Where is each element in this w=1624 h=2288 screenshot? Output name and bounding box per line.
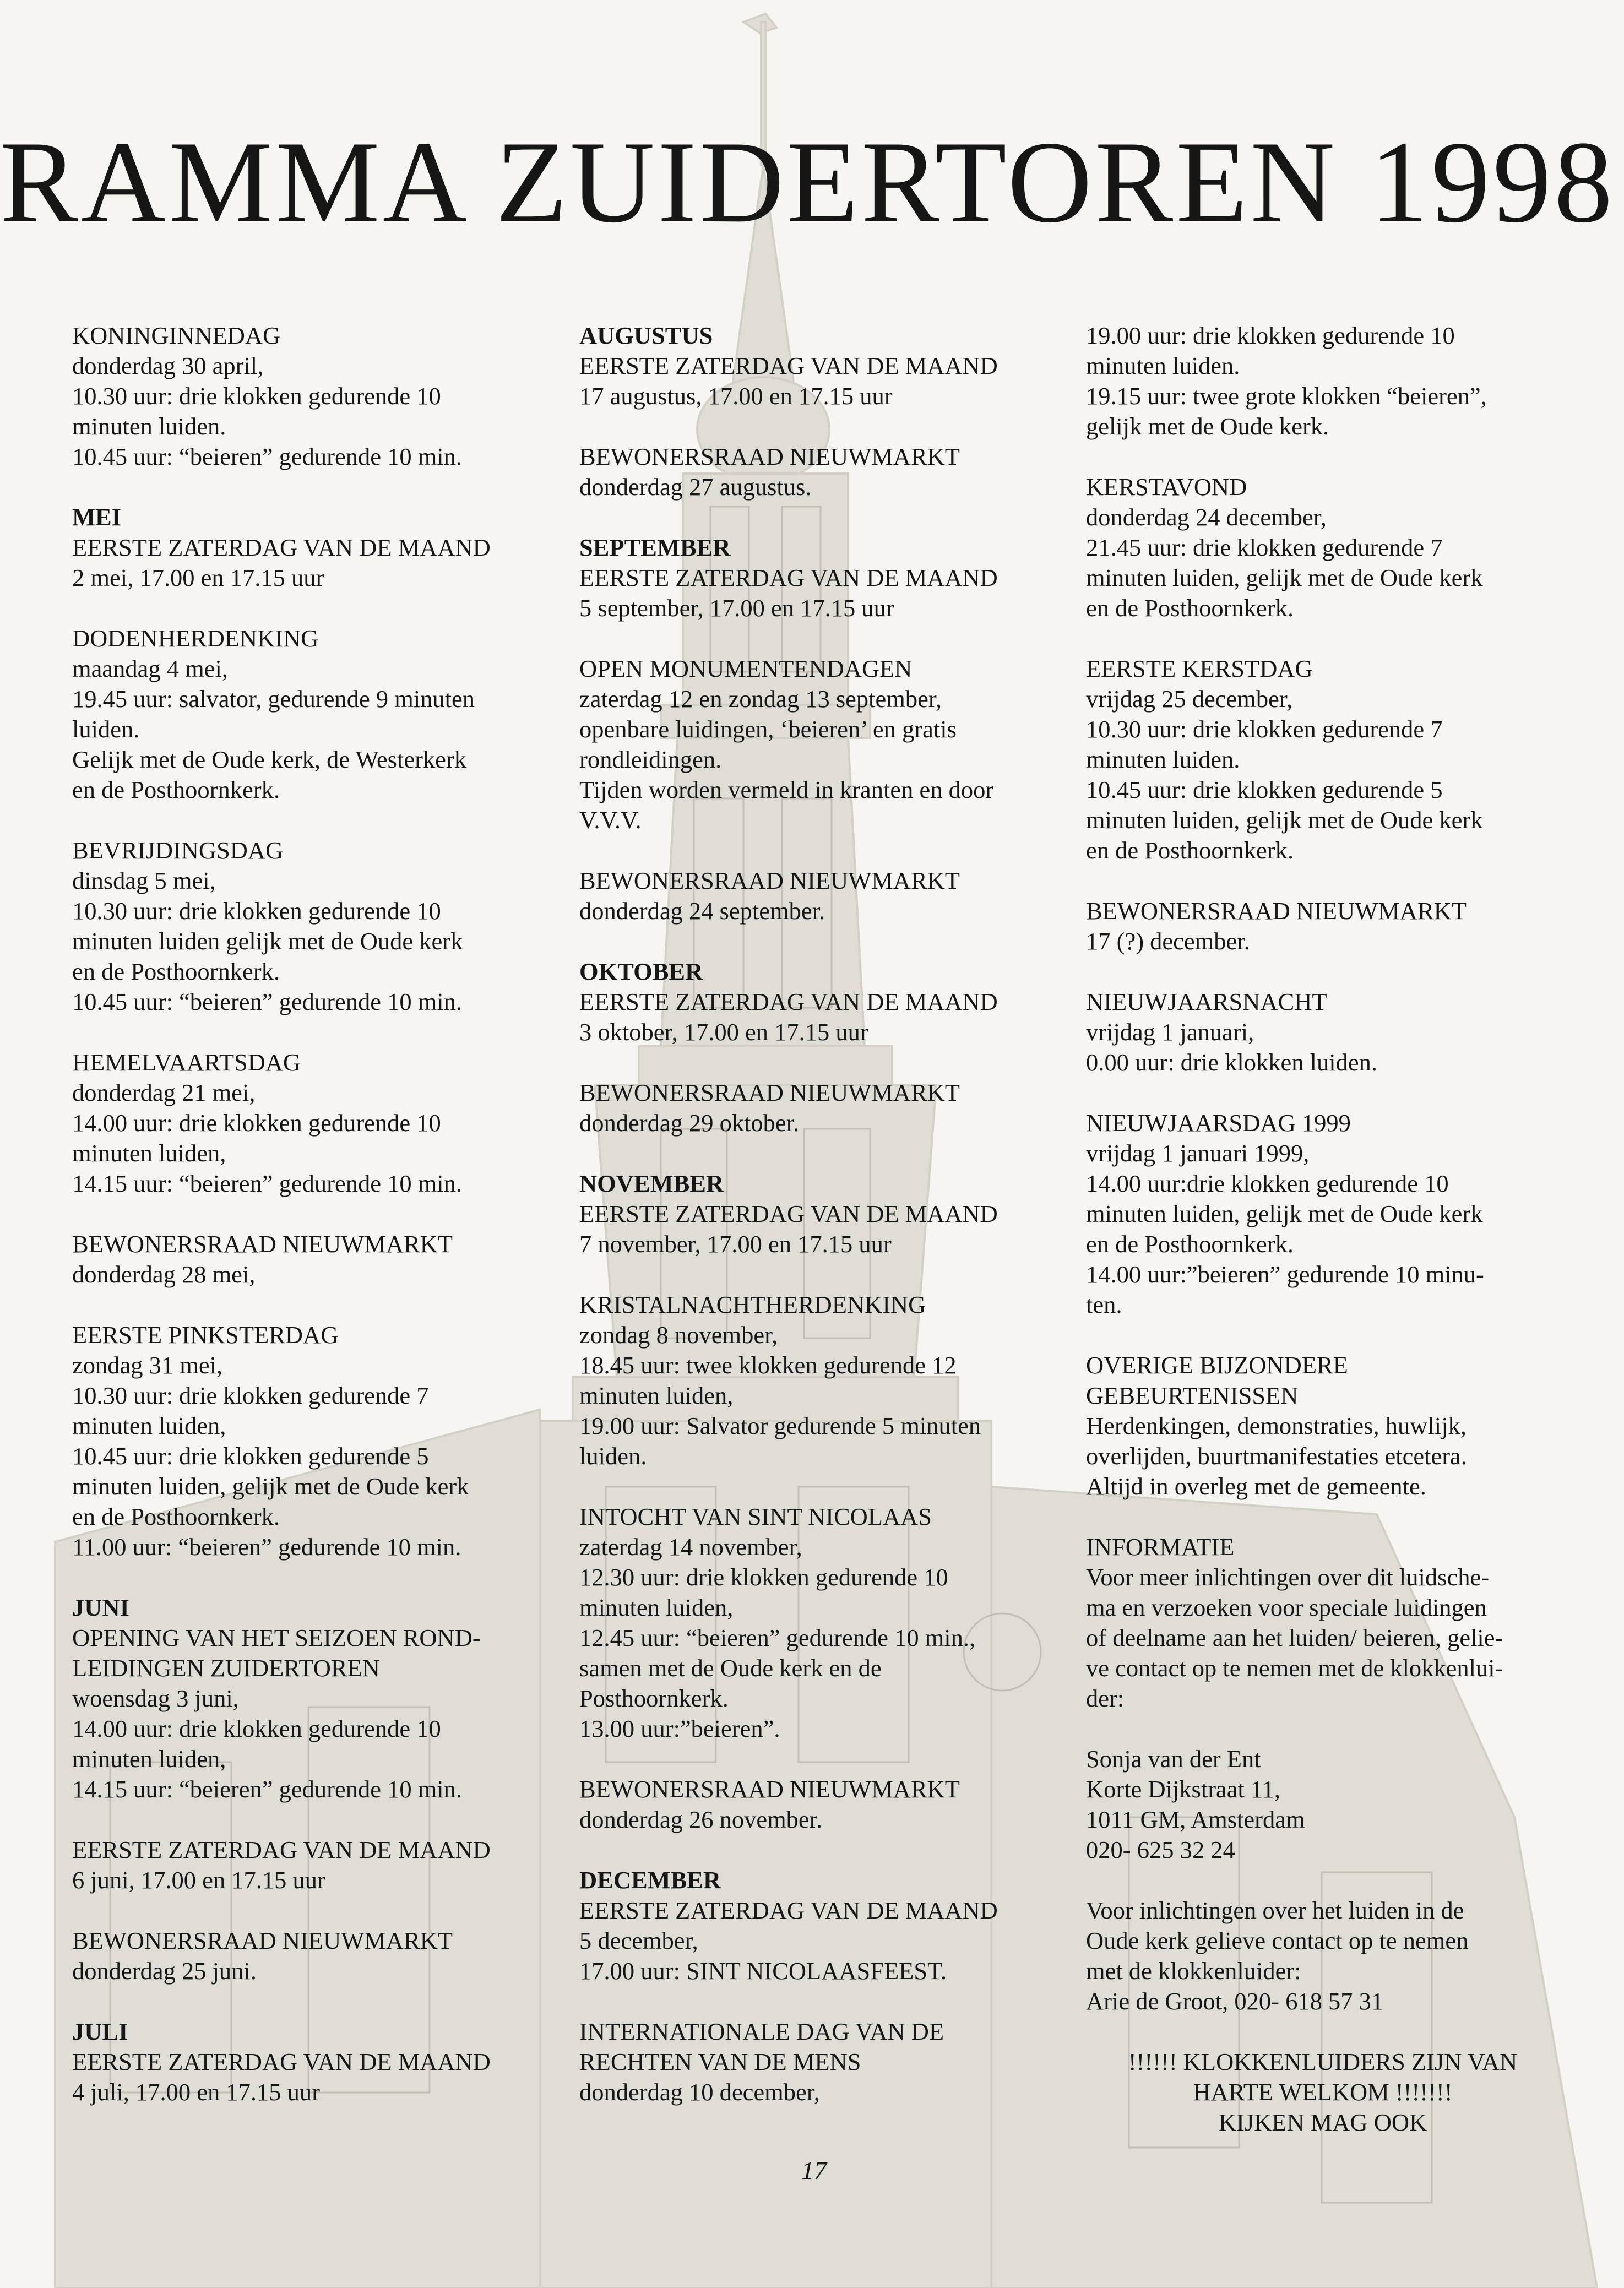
schedule-entry [1086, 1350, 1582, 1502]
entry-title: OVERIGE BIJZONDERE [1086, 1351, 1348, 1379]
entry-title: AUGUSTUS [579, 322, 713, 349]
entry-line: 17 augustus, 17.00 en 17.15 uur [579, 382, 893, 410]
entry-line: minuten luiden gelijk met de Oude kerk [72, 927, 463, 955]
entry-line: EERSTE ZATERDAG VAN DE MAAND [72, 534, 491, 561]
schedule-entry [1086, 1108, 1582, 1320]
entry-line: samen met de Oude kerk en de [579, 1654, 882, 1682]
entry-line: minuten luiden. [1086, 352, 1240, 379]
entry-line: OPENING VAN HET SEIZOEN ROND- [72, 1624, 481, 1651]
entry-line: 14.00 uur: drie klokken gedurende 10 [72, 1715, 441, 1742]
entry-line: Oude kerk gelieve contact op te nemen [1086, 1927, 1469, 1954]
entry-line: 10.30 uur: drie klokken gedurende 10 [72, 897, 441, 925]
entry-title: OKTOBER [579, 958, 703, 985]
entry-title: BEVRIJDINGSDAG [72, 836, 284, 864]
schedule-entry [1086, 1744, 1582, 1865]
entry-line: donderdag 25 juni. [72, 1957, 257, 1985]
schedule-entry [72, 1926, 568, 1986]
entry-line: en de Posthoornkerk. [1086, 594, 1294, 622]
entry-title: BEWONERSRAAD NIEUWMARKT [72, 1927, 453, 1954]
entry-line: Korte Dijkstraat 11, [1086, 1775, 1281, 1803]
entry-line: vrijdag 1 januari, [1086, 1018, 1254, 1046]
schedule-entry [579, 1865, 1075, 1986]
entry-line: luiden. [579, 1442, 647, 1470]
entry-title: MEI [72, 503, 121, 531]
entry-title: HEMELVAARTSDAG [72, 1048, 301, 1076]
entry-line: 10.45 uur: “beieren” gedurende 10 min. [72, 443, 463, 470]
entry-title: BEWONERSRAAD NIEUWMARKT [1086, 897, 1467, 925]
entry-line: Posthoornkerk. [579, 1684, 729, 1712]
entry-line: gelijk met de Oude kerk. [1086, 412, 1329, 440]
entry-title: SEPTEMBER [579, 534, 731, 561]
schedule-entry [579, 654, 1075, 835]
entry-title: NIEUWJAARSDAG 1999 [1086, 1109, 1351, 1137]
schedule-entry [579, 1078, 1075, 1138]
schedule-entry [1086, 987, 1582, 1078]
entry-line: EERSTE ZATERDAG VAN DE MAAND [579, 1200, 998, 1227]
entry-line: EERSTE ZATERDAG VAN DE MAAND [579, 564, 998, 591]
entry-line: overlijden, buurtmanifestaties etcetera. [1086, 1442, 1467, 1470]
entry-line: 12.45 uur: “beieren” gedurende 10 min., [579, 1624, 976, 1651]
entry-line: 17 (?) december. [1086, 927, 1250, 955]
entry-line: 5 september, 17.00 en 17.15 uur [579, 594, 894, 622]
entry-title: JULI [72, 2018, 128, 2045]
schedule-entry [1086, 896, 1582, 956]
entry-line: luiden. [72, 715, 140, 743]
entry-line: en de Posthoornkerk. [72, 1503, 280, 1530]
entry-title: KRISTALNACHTHERDENKING [579, 1291, 926, 1318]
schedule-entry [579, 1774, 1075, 1835]
schedule-entry [1086, 1532, 1582, 1714]
entry-line: woensdag 3 juni, [72, 1684, 239, 1712]
entry-line: V.V.V. [579, 806, 642, 834]
schedule-entry [72, 835, 568, 1017]
schedule-entry [1086, 1895, 1582, 2017]
entry-line: minuten luiden, gelijk met de Oude kerk [1086, 1200, 1483, 1227]
entry-line: minuten luiden, gelijk met de Oude kerk [1086, 564, 1483, 591]
entry-line: 14.00 uur:drie klokken gedurende 10 [1086, 1170, 1449, 1197]
schedule-column-1 [72, 320, 568, 2138]
schedule-entry [579, 1502, 1075, 1744]
schedule-entry [1086, 654, 1582, 866]
schedule-entry [579, 2017, 1075, 2107]
entry-line: 21.45 uur: drie klokken gedurende 7 [1086, 534, 1443, 561]
entry-line: 020- 625 32 24 [1086, 1836, 1235, 1863]
entry-line: 19.15 uur: twee grote klokken “beieren”, [1086, 382, 1487, 410]
entry-line: 6 juni, 17.00 en 17.15 uur [72, 1866, 325, 1894]
entry-line: 3 oktober, 17.00 en 17.15 uur [579, 1018, 868, 1046]
entry-line: 11.00 uur: “beieren” gedurende 10 min. [72, 1533, 461, 1561]
entry-line: EERSTE ZATERDAG VAN DE MAAND [72, 2048, 491, 2075]
entry-line: 4 juli, 17.00 en 17.15 uur [72, 2078, 320, 2106]
entry-line: der: [1086, 1684, 1125, 1712]
entry-line: minuten luiden, gelijk met de Oude kerk [1086, 806, 1483, 834]
entry-line: ve contact op te nemen met de klokkenlui- [1086, 1654, 1503, 1682]
entry-line: openbare luidingen, ‘beieren’ en gratis [579, 715, 957, 743]
entry-line: 19.00 uur: drie klokken gedurende 10 [1086, 322, 1455, 349]
entry-title: KONINGINNEDAG [72, 322, 281, 349]
entry-line: en de Posthoornkerk. [72, 958, 280, 985]
entry-title: DECEMBER [579, 1866, 721, 1894]
entry-line: en de Posthoornkerk. [1086, 836, 1294, 864]
schedule-column-2 [579, 320, 1075, 2138]
entry-line: 10.30 uur: drie klokken gedurende 10 [72, 382, 441, 410]
page-title: RAMMA ZUIDERTOREN 1998 [0, 117, 1616, 247]
closing-message [1086, 2047, 1582, 2138]
entry-line: rondleidingen. [579, 746, 722, 773]
entry-line: 18.45 uur: twee klokken gedurende 12 [579, 1351, 957, 1379]
entry-line: of deelname aan het luiden/ beieren, gelie- [1086, 1624, 1503, 1651]
entry-line: Voor inlichtingen over het luiden in de [1086, 1896, 1464, 1924]
entry-line: vrijdag 1 januari 1999, [1086, 1139, 1310, 1167]
entry-line: zondag 31 mei, [72, 1351, 223, 1379]
entry-line: donderdag 27 augustus. [579, 473, 812, 501]
entry-line: EERSTE ZATERDAG VAN DE MAAND [579, 352, 998, 379]
entry-line: zaterdag 12 en zondag 13 september, [579, 685, 942, 713]
entry-line: LEIDINGEN ZUIDERTOREN [72, 1654, 380, 1682]
entry-title: BEWONERSRAAD NIEUWMARKT [579, 1079, 960, 1106]
schedule-entry [72, 2017, 568, 2107]
entry-line: vrijdag 25 december, [1086, 685, 1293, 713]
entry-line: 5 december, [579, 1927, 698, 1954]
schedule-entry [72, 623, 568, 805]
schedule-entry [72, 1047, 568, 1199]
entry-line: Arie de Groot, 020- 618 57 31 [1086, 1987, 1384, 2015]
entry-title: BEWONERSRAAD NIEUWMARKT [579, 1775, 960, 1803]
entry-line: RECHTEN VAN DE MENS [579, 2048, 861, 2075]
page-number: 17 [801, 2156, 827, 2184]
entry-line: donderdag 30 april, [72, 352, 264, 379]
entry-line: 14.15 uur: “beieren” gedurende 10 min. [72, 1170, 463, 1197]
schedule-entry [72, 1229, 568, 1290]
entry-title: INTERNATIONALE DAG VAN DE [579, 2018, 944, 2045]
entry-line: dinsdag 5 mei, [72, 867, 216, 894]
closing-line: HARTE WELKOM !!!!!!! [1193, 2078, 1453, 2106]
entry-line: maandag 4 mei, [72, 655, 228, 682]
entry-line: donderdag 29 oktober. [579, 1109, 800, 1137]
entry-title: NOVEMBER [579, 1170, 724, 1197]
schedule-entry [579, 442, 1075, 502]
entry-line: 10.45 uur: drie klokken gedurende 5 [72, 1442, 429, 1470]
schedule-column-3 [1086, 320, 1582, 2138]
entry-line: 10.30 uur: drie klokken gedurende 7 [72, 1382, 429, 1409]
entry-line: 17.00 uur: SINT NICOLAASFEEST. [579, 1957, 947, 1985]
schedule-entry [1086, 320, 1582, 442]
entry-line: minuten luiden, [579, 1594, 734, 1621]
entry-line: 2 mei, 17.00 en 17.15 uur [72, 564, 324, 591]
schedule-entry [72, 502, 568, 593]
entry-line: 14.00 uur:”beieren” gedurende 10 minu- [1086, 1260, 1484, 1288]
entry-line: ten. [1086, 1291, 1122, 1318]
entry-line: 1011 GM, Amsterdam [1086, 1806, 1305, 1833]
entry-title: OPEN MONUMENTENDAGEN [579, 655, 913, 682]
entry-line: zondag 8 november, [579, 1321, 778, 1349]
schedule-entry [1086, 472, 1582, 623]
schedule-entry [72, 1835, 568, 1895]
entry-title: EERSTE ZATERDAG VAN DE MAAND [72, 1836, 491, 1863]
entry-line: 7 november, 17.00 en 17.15 uur [579, 1230, 892, 1258]
entry-line: minuten luiden, [72, 1412, 226, 1439]
entry-line: donderdag 10 december, [579, 2078, 820, 2106]
entry-line: minuten luiden, [579, 1382, 734, 1409]
entry-line: met de klokkenluider: [1086, 1957, 1301, 1985]
schedule-entry [579, 532, 1075, 623]
entry-title: EERSTE KERSTDAG [1086, 655, 1313, 682]
entry-line: Tijden worden vermeld in kranten en door [579, 776, 994, 803]
entry-line: 10.30 uur: drie klokken gedurende 7 [1086, 715, 1443, 743]
schedule-entry [579, 320, 1075, 411]
entry-line: Altijd in overleg met de gemeente. [1086, 1472, 1426, 1500]
entry-title: JUNI [72, 1594, 129, 1621]
entry-title: INTOCHT VAN SINT NICOLAAS [579, 1503, 932, 1530]
schedule-entry [579, 866, 1075, 926]
entry-line: donderdag 21 mei, [72, 1079, 256, 1106]
entry-line: 13.00 uur:”beieren”. [579, 1715, 780, 1742]
entry-line: 12.30 uur: drie klokken gedurende 10 [579, 1563, 948, 1591]
entry-line: donderdag 28 mei, [72, 1260, 256, 1288]
entry-line: 14.15 uur: “beieren” gedurende 10 min. [72, 1775, 463, 1803]
entry-line: EERSTE ZATERDAG VAN DE MAAND [579, 1896, 998, 1924]
entry-line: minuten luiden, [72, 1139, 226, 1167]
entry-title: INFORMATIE [1086, 1533, 1235, 1561]
entry-title: DODENHERDENKING [72, 624, 319, 652]
entry-line: 14.00 uur: drie klokken gedurende 10 [72, 1109, 441, 1137]
entry-line: Gelijk met de Oude kerk, de Westerkerk [72, 746, 466, 773]
entry-line: minuten luiden. [1086, 746, 1240, 773]
entry-line: minuten luiden. [72, 412, 226, 440]
entry-line: 10.45 uur: drie klokken gedurende 5 [1086, 776, 1443, 803]
closing-line: KIJKEN MAG OOK [1218, 2108, 1427, 2136]
entry-line: en de Posthoornkerk. [1086, 1230, 1294, 1258]
entry-line: GEBEURTENISSEN [1086, 1382, 1299, 1409]
schedule-entry [72, 320, 568, 472]
entry-line: Sonja van der Ent [1086, 1745, 1261, 1773]
entry-title: NIEUWJAARSNACHT [1086, 988, 1327, 1015]
entry-title: BEWONERSRAAD NIEUWMARKT [579, 867, 960, 894]
entry-line: donderdag 24 december, [1086, 503, 1327, 531]
entry-title: BEWONERSRAAD NIEUWMARKT [72, 1230, 453, 1258]
entry-line: donderdag 24 september. [579, 897, 825, 925]
entry-line: en de Posthoornkerk. [72, 776, 280, 803]
entry-line: 0.00 uur: drie klokken luiden. [1086, 1048, 1377, 1076]
entry-title: BEWONERSRAAD NIEUWMARKT [579, 443, 960, 470]
schedule-entry [579, 956, 1075, 1047]
entry-title: KERSTAVOND [1086, 473, 1247, 501]
entry-line: EERSTE ZATERDAG VAN DE MAAND [579, 988, 998, 1015]
entry-line: Voor meer inlichtingen over dit luidsche- [1086, 1563, 1490, 1591]
entry-line: 19.45 uur: salvator, gedurende 9 minuten [72, 685, 475, 713]
entry-title: EERSTE PINKSTERDAG [72, 1321, 339, 1349]
schedule-entry [579, 1169, 1075, 1259]
entry-line: 10.45 uur: “beieren” gedurende 10 min. [72, 988, 463, 1015]
entry-line: ma en verzoeken voor speciale luidingen [1086, 1594, 1487, 1621]
entry-line: minuten luiden, [72, 1745, 226, 1773]
schedule-entry [72, 1593, 568, 1805]
entry-line: zaterdag 14 november, [579, 1533, 802, 1561]
entry-line: 19.00 uur: Salvator gedurende 5 minuten [579, 1412, 981, 1439]
entry-line: Herdenkingen, demonstraties, huwlijk, [1086, 1412, 1467, 1439]
entry-line: minuten luiden, gelijk met de Oude kerk [72, 1472, 469, 1500]
entry-line: donderdag 26 november. [579, 1806, 823, 1833]
schedule-entry [72, 1320, 568, 1562]
schedule-entry [579, 1290, 1075, 1471]
closing-line: !!!!!! KLOKKENLUIDERS ZIJN VAN [1128, 2048, 1518, 2075]
